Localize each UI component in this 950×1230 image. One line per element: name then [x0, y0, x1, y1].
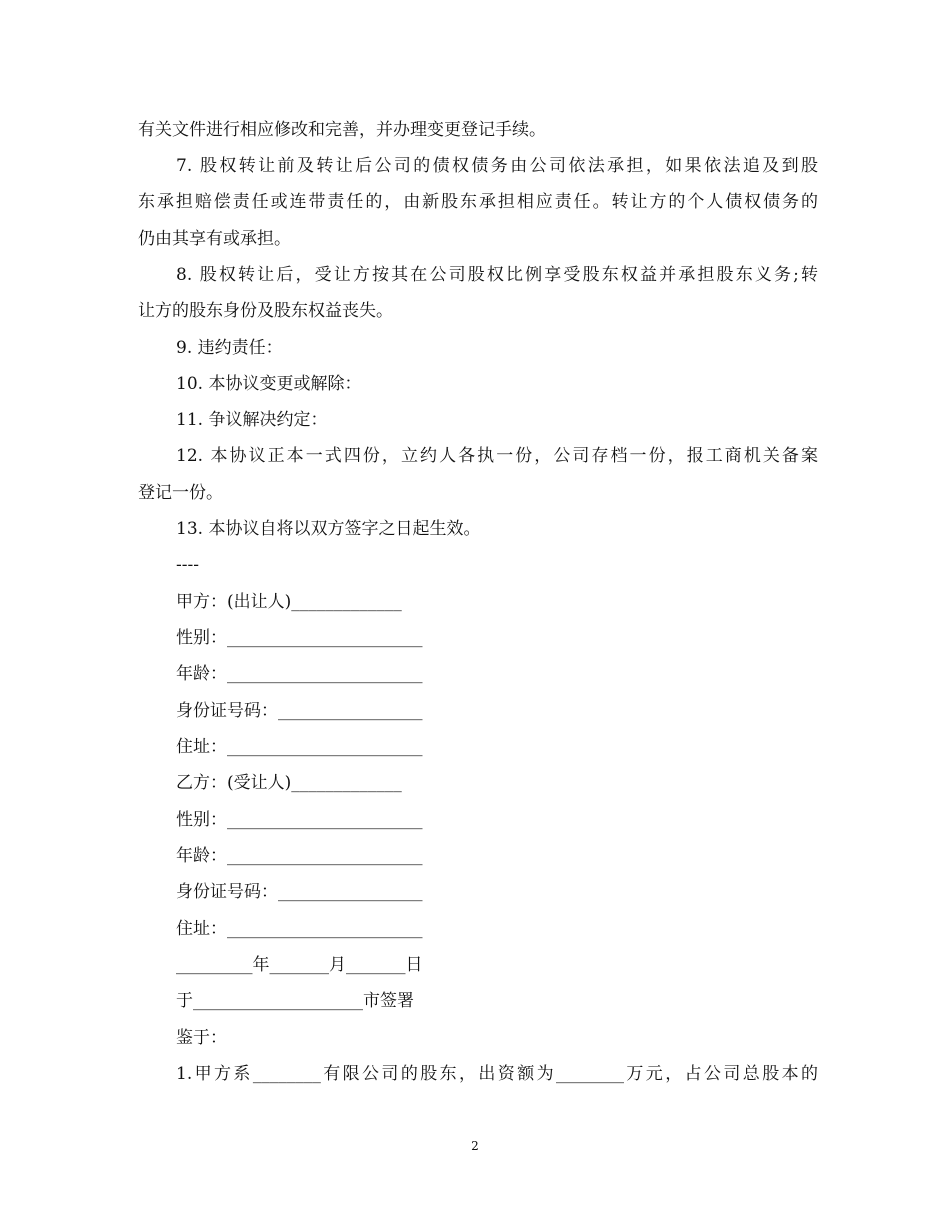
address-field: 住址：_______________________	[176, 737, 423, 757]
clause-heading: 9. 违约责任：	[176, 338, 283, 358]
address-field: 住址：_______________________	[176, 919, 423, 939]
party-a-field: 甲方：(出让人)_____________	[176, 592, 402, 612]
paragraph-line: 8. 股权转让后，受让方按其在公司股权比例享受股东权益并承担股东义务;转	[176, 265, 818, 285]
paragraph-line: 13. 本协议自将以双方签字之日起生效。	[176, 519, 481, 539]
clause-heading: 11. 争议解决约定：	[176, 410, 328, 430]
id-number-field: 身份证号码：_________________	[176, 701, 423, 721]
paragraph-line: 让方的股东身份及股东权益丧失。	[138, 301, 393, 321]
age-field: 年龄：_______________________	[176, 846, 423, 866]
paragraph-line: 登记一份。	[138, 483, 223, 503]
signing-place-field: 于____________________市签署	[176, 991, 414, 1011]
paragraph-line: 有关文件进行相应修改和完善，并办理变更登记手续。	[138, 120, 546, 140]
separator-line: ----	[176, 555, 199, 575]
gender-field: 性别：_______________________	[176, 628, 423, 648]
id-number-field: 身份证号码：_________________	[176, 882, 423, 902]
gender-field: 性别：_______________________	[176, 810, 423, 830]
age-field: 年龄：_______________________	[176, 664, 423, 684]
recital-heading: 鉴于：	[176, 1028, 227, 1048]
paragraph-line: 12. 本协议正本一式四份，立约人各执一份，公司存档一份，报工商机关备案	[176, 446, 818, 466]
paragraph-line: 7. 股权转让前及转让后公司的债权债务由公司依法承担，如果依法追及到股	[176, 156, 818, 176]
page-number: 2	[471, 1139, 479, 1153]
paragraph-line: 1.甲方系________有限公司的股东，出资额为________万元，占公司总股本的	[176, 1064, 818, 1084]
party-b-field: 乙方：(受让人)_____________	[176, 773, 402, 793]
paragraph-line: 东承担赔偿责任或连带责任的，由新股东承担相应责任。转让方的个人债权债务的	[138, 192, 818, 212]
paragraph-line: 仍由其享有或承担。	[138, 229, 291, 249]
clause-heading: 10. 本协议变更或解除：	[176, 374, 362, 394]
date-field: _________年_______月_______日	[176, 955, 423, 975]
